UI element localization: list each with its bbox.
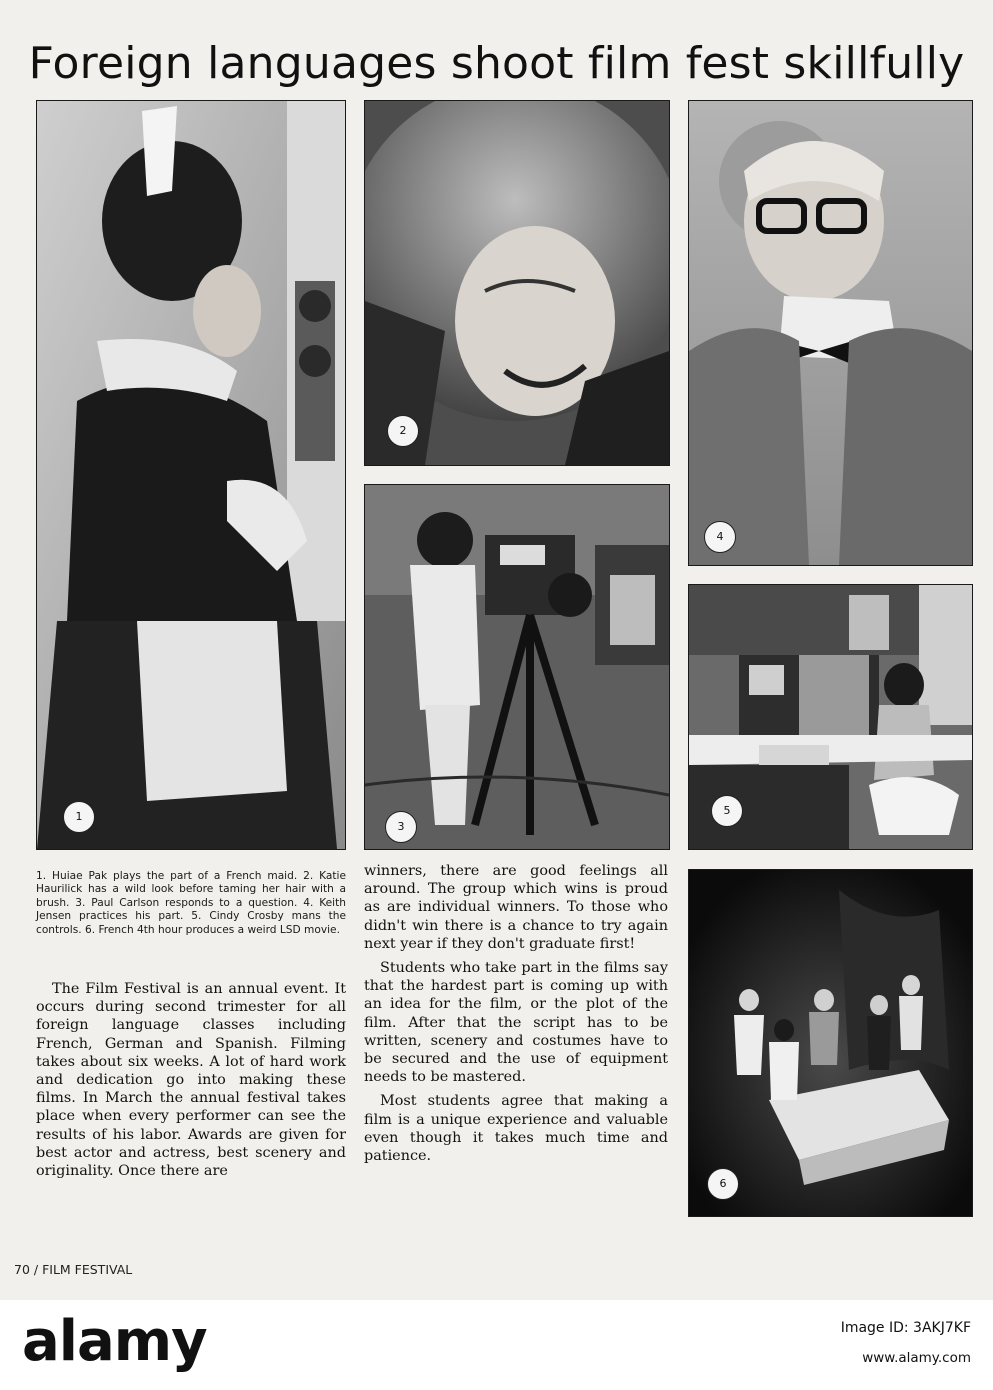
photo-6-number: 6 bbox=[707, 1168, 739, 1200]
photo-4-image bbox=[689, 101, 972, 565]
photo-5 bbox=[688, 584, 973, 850]
photo-3-number: 3 bbox=[385, 811, 417, 843]
article-paragraph: Students who take part in the films say that the hardest part is coming up with an idea for the film, or the plot of the film. After that the script has to be written, scenery and costumes have to be secured and the use of equipment needs to be mastered. bbox=[364, 960, 668, 1086]
photo-6-image bbox=[689, 870, 972, 1216]
watermark-url: www.alamy.com bbox=[862, 1350, 971, 1366]
photo-1-number: 1 bbox=[63, 801, 95, 833]
photo-1 bbox=[36, 100, 346, 850]
photo-3 bbox=[364, 484, 670, 850]
photo-captions: 1. Huiae Pak plays the part of a French maid. 2. Katie Haurilick has a wild look before taming her hair with a brush. 3. Paul Carlson responds to a question. 4. Keith Jensen practices his part. 5. Cindy Crosby mans the controls. 6. French 4th hour produces a weird LSD movie. bbox=[36, 870, 346, 936]
photo-4 bbox=[688, 100, 973, 566]
photo-2-image bbox=[365, 101, 669, 465]
watermark-logo: alamy bbox=[22, 1309, 207, 1374]
photo-6 bbox=[688, 869, 973, 1217]
page-headline: Foreign languages shoot film fest skillfully bbox=[28, 38, 965, 89]
article-paragraph: Most students agree that making a film is a unique experience and valuable even though it takes much time and patience. bbox=[364, 1093, 668, 1165]
photo-4-number: 4 bbox=[704, 521, 736, 553]
article-paragraph: winners, there are good feelings all around. The group which wins is proud as are individual winners. To those who didn't win there is a chance to try again next year if they don't graduate first! bbox=[364, 863, 668, 952]
watermark-image-id: Image ID: 3AKJ7KF bbox=[840, 1320, 971, 1336]
page-folio: 70 / FILM FESTIVAL bbox=[14, 1262, 133, 1277]
photo-3-image bbox=[365, 485, 669, 849]
article-column-1 bbox=[36, 980, 346, 1186]
photo-2 bbox=[364, 100, 670, 466]
photo-2-number: 2 bbox=[387, 415, 419, 447]
article-column-2 bbox=[364, 862, 668, 1171]
article-paragraph: The Film Festival is an annual event. It occurs during second trimester for all foreign language classes including French, German and Spanish. Filming takes about six weeks. A lot of hard work and dedication go into making these films. In March the annual festival takes place when every performer can see the results of his labor. Awards are given for best actor and actress, best scenery and originality. Once there are bbox=[36, 981, 346, 1180]
photo-5-number: 5 bbox=[711, 795, 743, 827]
photo-1-image bbox=[37, 101, 345, 849]
